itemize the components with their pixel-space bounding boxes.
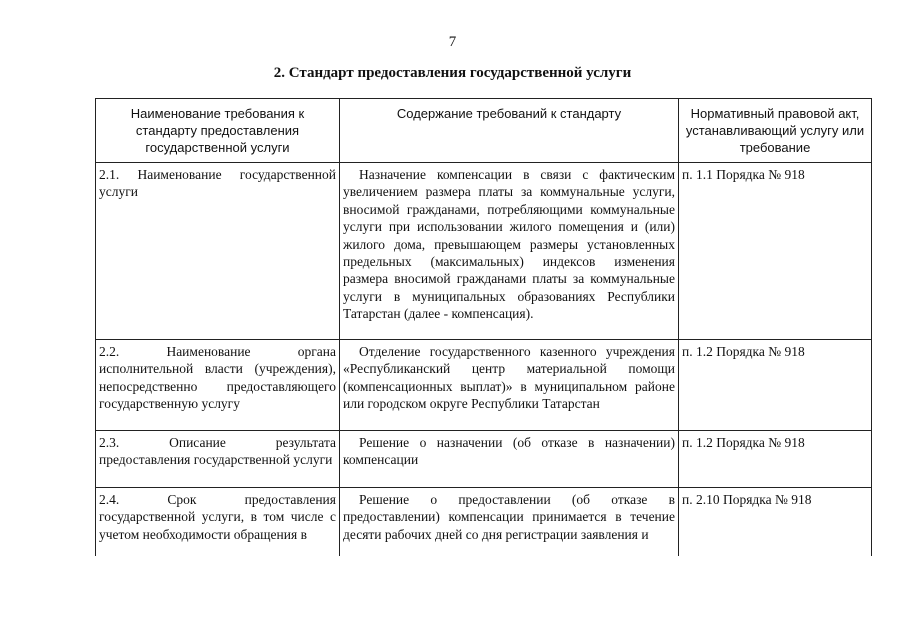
legal-act-cell: п. 1.1 Порядка № 918 <box>679 163 872 340</box>
page-number: 7 <box>448 34 457 50</box>
requirement-content-cell: Отделение государственного казенного учреждения «Республиканский центр материальной помощи (компенсационных выплат)» в муниципальном районе или городском округе Республики Татарстан <box>340 340 679 431</box>
requirement-name-cell: 2.1. Наименование государственной услуги <box>96 163 340 340</box>
standard-requirements-table <box>95 98 872 556</box>
header-requirement-name: Наименование требования к стандарту предоставления государственной услуги <box>96 99 340 163</box>
requirement-content-cell: Решение о назначении (об отказе в назначении) компенсации <box>340 431 679 488</box>
legal-act-cell: п. 2.10 Порядка № 918 <box>679 488 872 557</box>
requirement-name-cell: 2.3. Описание результата предоставления государственной услуги <box>96 431 340 488</box>
legal-act-cell: п. 1.2 Порядка № 918 <box>679 340 872 431</box>
table-row <box>96 488 872 557</box>
requirement-name-cell: 2.4. Срок предоставления государственной услуги, в том числе с учетом необходимости обращения в <box>96 488 340 557</box>
requirement-content-cell: Решение о предоставлении (об отказе в предоставлении) компенсации принимается в течение десяти рабочих дней со дня регистрации заявления и <box>340 488 679 557</box>
section-title: 2. Стандарт предоставления государственной услуги <box>273 65 632 81</box>
requirement-name-cell: 2.2. Наименование органа исполнительной власти (учреждения), непосредственно предоставляющего государственную услугу <box>96 340 340 431</box>
table-row <box>96 163 872 340</box>
table-row <box>96 431 872 488</box>
legal-act-cell: п. 1.2 Порядка № 918 <box>679 431 872 488</box>
header-legal-act: Нормативный правовой акт, устанавливающий услугу или требование <box>679 99 872 163</box>
table-header-row <box>96 99 872 163</box>
table-row <box>96 340 872 431</box>
header-requirement-content: Содержание требований к стандарту <box>340 99 679 163</box>
requirement-content-cell: Назначение компенсации в связи с фактическим увеличением размера платы за коммунальные услуги, вносимой гражданами, потребляющими коммунальные услуги при использовании жилого помещения и (или) жилого дома, превышающем размеры установленных предельных (максимальных) индексов изменения размера вносимой гражданами платы за коммунальные услуги в муниципальных образованиях Республики Татарстан (далее - компенсация). <box>340 163 679 340</box>
